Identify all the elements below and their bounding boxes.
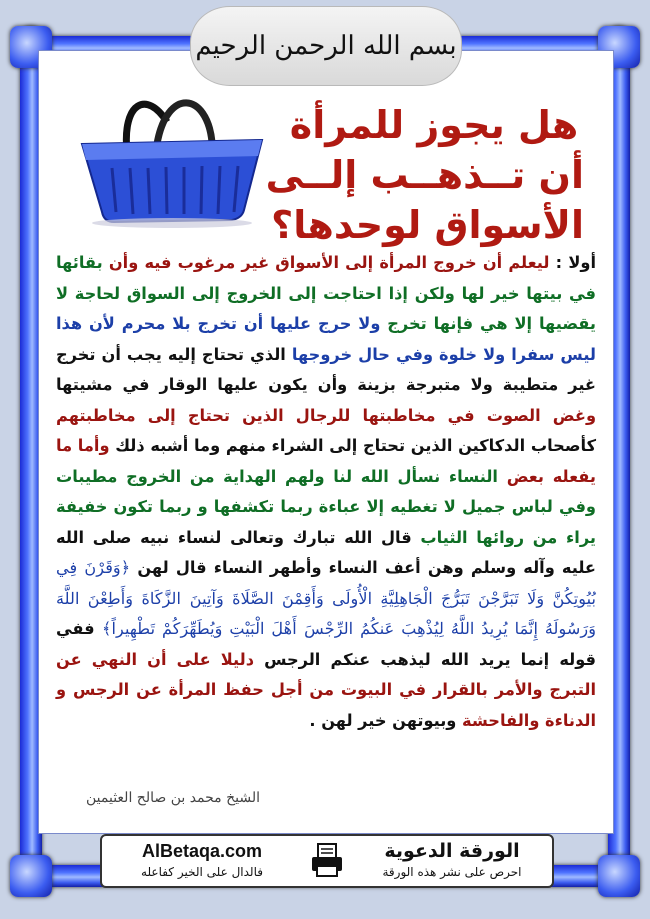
body-segment: عليه وآله وسلم وهن أعف النساء وأطهر النساء قال لهن	[130, 558, 596, 577]
body-segment: السواق لحاجة لا يقضيها إلا هي فإنها تخرج	[56, 283, 597, 333]
body-segment: وأما ما يفعله بعض	[56, 436, 596, 486]
body-segment: وأن يكون عليها الوقار في مشيتها	[56, 375, 348, 394]
footer-brand-subtitle: احرص على نشر هذه الورقة	[382, 865, 522, 879]
body-segment: وبيوتهن خير لهن .	[309, 710, 457, 730]
body-segment: عنكم الرجس	[254, 649, 371, 669]
shopping-basket-icon	[72, 82, 272, 230]
body-segment: ولا حرج عليها أن	[243, 314, 381, 333]
body-segment: أولا :	[549, 253, 596, 272]
quran-segment: أَهْلَ الْبَيْتِ وَيُطَهِّرَكُمْ تَطْهِيراً﴾	[102, 619, 297, 638]
page-title	[265, 100, 584, 250]
body-segment: جميل لا تغطيه إلا عباءة ربما تكشفها و ربما تكون خفيفة	[56, 497, 506, 516]
quran-segment: ﴿وَقَرْنَ	[84, 558, 131, 577]
body-segment: كأصحاب الدكاكين	[458, 436, 596, 455]
body-segment: ففي قوله إنما يريد الله ليذهب	[56, 619, 596, 669]
body-segment: بقائها في بيتها خير لها ولكن إذا احتاجت إلى الخروج إلى	[56, 253, 596, 303]
footer-site	[112, 839, 292, 881]
body-segment: الذي تحتاج إليه يجب أن تخرج غير متطيبة ولا متبرجة بزينة	[56, 344, 596, 394]
quran-segment: فِي بُيُوتِكُنَّ وَلَا تَبَرَّجْنَ تَبَرُّجَ الْجَاهِلِيَّةِ الْأُولَى وَأَقِمْنَ الصَّلَاةَ وَآتِينَ	[56, 558, 596, 608]
author-signature: الشيخ محمد بن صالح العثيمين	[86, 790, 261, 806]
quran-segment: الزَّكَاةَ وَأَطِعْنَ اللَّهَ وَرَسُولَهُ إِنَّمَا يُرِيدُ اللَّهُ لِيُذْهِبَ عَنكُمُ الرِّجْسَ	[56, 588, 597, 638]
printer-icon	[310, 842, 344, 878]
title-line: أن تــذهــب إلــى	[265, 153, 584, 197]
body-segment: ليعلم أن خروج المرأة إلى الأسواق غير مرغوب فيه وأن	[108, 253, 550, 272]
basmala-plate	[190, 6, 462, 86]
body-segment: وغض الصوت في مخاطبتها	[362, 405, 597, 425]
body-segment: قال الله تبارك وتعالى لنساء نبيه صلى الله	[56, 527, 412, 547]
basmala-text: بسم الله الرحمن الرحيم	[195, 31, 457, 61]
title-line: هل يجوز للمرأة	[289, 103, 579, 147]
body-segment: تخرج بلا محرم لأن هذا ليس سفرا ولا خلوة وفي حال خروجها	[56, 314, 597, 364]
fatwa-body	[56, 248, 596, 736]
body-segment: البيوت من أجل حفظ المرأة عن الرجس و الدناءة والفاحشة	[56, 680, 596, 730]
footer-brand-title: الورقة الدعوية	[384, 840, 520, 862]
body-segment: النساء نسأل الله لنا ولهم الهداية من الخروج مطيبات وفي لباس	[56, 466, 596, 516]
footer-site-subtitle: فالدال على الخير كفاعله	[141, 865, 263, 879]
body-segment: يراء من روائها الثياب	[411, 527, 596, 547]
body-segment: للرجال الذين تحتاج إلى مخاطبتهم	[56, 405, 351, 425]
footer-banner	[100, 834, 554, 888]
body-segment: دليلا على أن النهي عن التبرج والأمر بالقرار في	[56, 649, 596, 699]
frame-corner	[598, 855, 640, 897]
title-line: الأسواق لوحدها؟	[271, 203, 584, 247]
frame-corner	[10, 855, 52, 897]
footer-brand	[362, 839, 542, 881]
body-segment: الذين تحتاج إلى الشراء منهم وما أشبه ذلك	[109, 436, 453, 455]
site-link[interactable]: AlBetaqa.com	[141, 841, 263, 861]
